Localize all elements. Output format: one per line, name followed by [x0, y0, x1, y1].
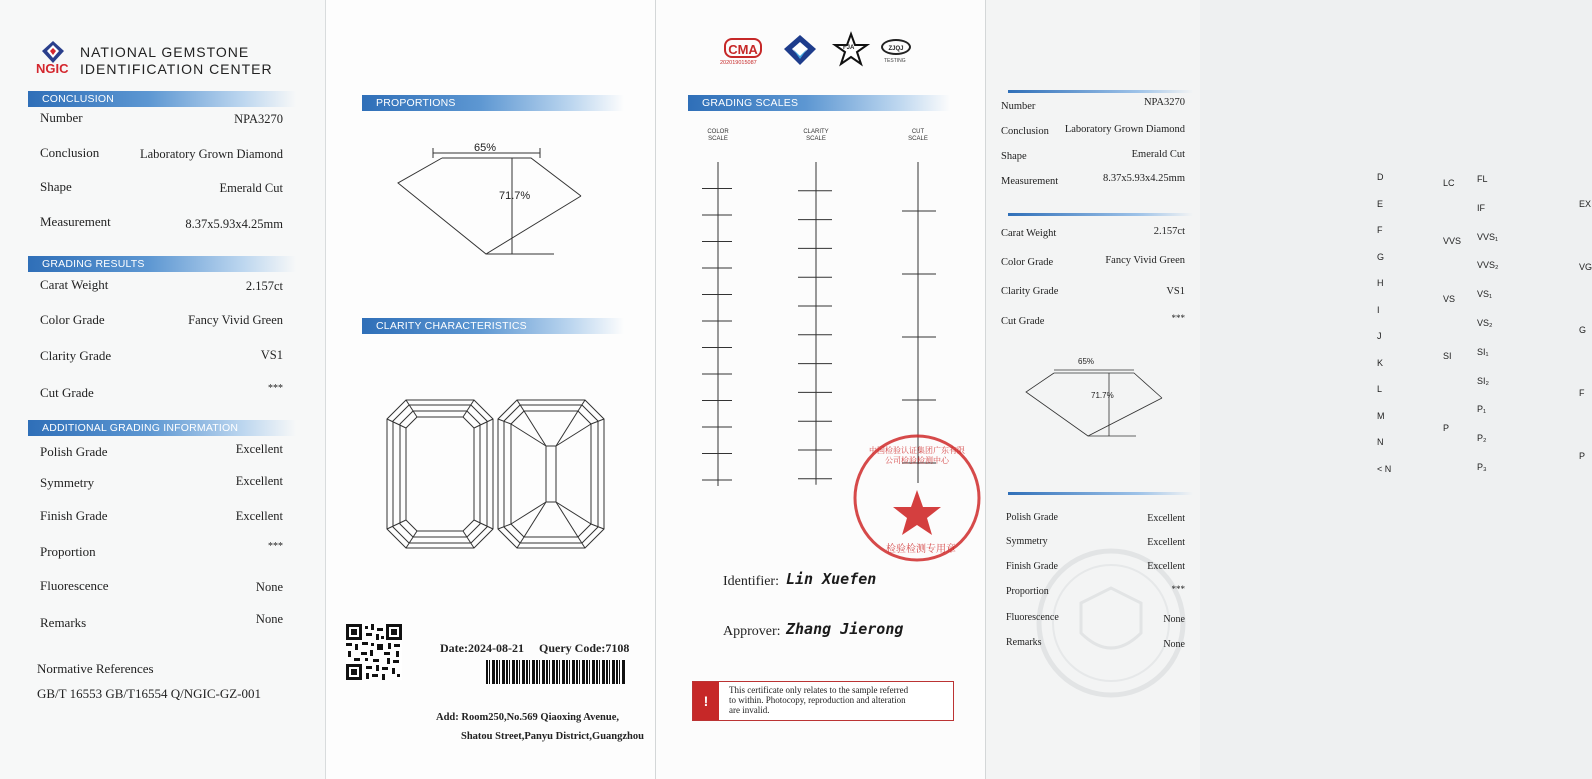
shape-value: Emerald Cut	[219, 181, 283, 195]
stub-polish-value: Excellent	[1147, 513, 1185, 524]
clarity-group-label: VS	[1443, 293, 1456, 304]
stub-fluorescence-value: None	[1163, 614, 1185, 625]
stub-depth-percent: 71.7%	[1091, 391, 1114, 400]
color-grade-label: D	[1377, 172, 1384, 182]
color-scale-head-1: COLOR	[707, 129, 729, 135]
stub-remarks-value: None	[1163, 639, 1185, 650]
conclusion-label: Conclusion	[40, 145, 100, 160]
clarity-grade-value: VS1	[260, 348, 283, 362]
clarity-grade-label: VS₂	[1477, 318, 1493, 328]
carat-label: Carat Weight	[40, 277, 109, 292]
issue-date: Date:2024-08-21	[440, 641, 524, 655]
cut-grade-label: P	[1579, 451, 1586, 461]
symmetry-value: Excellent	[235, 474, 283, 488]
clarity-grade-label: VVS₂	[1477, 260, 1499, 271]
zjqj-logo: ZJQJ	[881, 39, 911, 55]
color-grade-label: < N	[1377, 463, 1392, 474]
measurement-label: Measurement	[40, 214, 111, 229]
clarity-group-label: SI	[1443, 351, 1452, 362]
stamp-bottom-text: 检验检测专用章	[886, 544, 956, 555]
stub-proportion-value: ***	[1171, 584, 1185, 594]
cma-number: 202019015087	[720, 60, 757, 66]
fja-text: FJA	[843, 45, 855, 51]
zjqj-sub: TESTING	[884, 58, 906, 64]
cut-grade-label: G	[1579, 325, 1587, 335]
stub-carat-value: 2.157ct	[1153, 226, 1185, 237]
cut-grade-label: EX	[1579, 199, 1592, 209]
color-grade-label: N	[1377, 437, 1384, 447]
clarity-grade-label: FL	[1477, 174, 1488, 184]
fluorescence-label: Fluorescence	[40, 578, 109, 593]
cut-scale-head-1: CUT	[911, 129, 925, 135]
clarity-grade-label: P₂	[1477, 433, 1487, 444]
query-code: Query Code:7108	[539, 641, 630, 655]
clarity-grade-label: P₁	[1477, 404, 1487, 415]
color-grade-label: M	[1377, 410, 1385, 421]
number-label: Number	[40, 110, 83, 125]
clarity-plot-diagram	[386, 398, 608, 550]
stub-table-percent: 65%	[1078, 357, 1095, 366]
accreditation-diamond-icon	[782, 34, 818, 66]
color-grade-label: G	[1377, 251, 1385, 262]
color-grade-label: J	[1377, 331, 1382, 341]
qr-code-icon[interactable]	[346, 624, 402, 680]
symmetry-label: Symmetry	[40, 475, 95, 490]
proportions-diagram	[386, 138, 556, 260]
clarity-scale-head-2: SCALE	[806, 136, 826, 142]
stub-conclusion-value: Laboratory Grown Diamond	[1064, 124, 1185, 135]
proportion-value: ***	[268, 541, 283, 552]
stub-clarity-value: VS1	[1166, 286, 1185, 297]
stub-conclusion-label: Conclusion	[1001, 126, 1049, 137]
polish-value: Excellent	[235, 442, 283, 456]
depth-percent: 71.7%	[499, 190, 531, 202]
proportions-header: PROPORTIONS	[362, 95, 624, 111]
clarity-grade-label: Clarity Grade	[40, 348, 112, 363]
number-value: NPA3270	[234, 112, 283, 126]
cut-grade-value: ***	[268, 383, 283, 394]
cut-scale-head-2: SCALE	[908, 136, 928, 142]
stub-carat-label: Carat Weight	[1001, 228, 1057, 239]
address-line2: Shatou Street,Panyu District,Guangzhou	[461, 731, 644, 742]
notice-text	[729, 685, 908, 715]
stub-number-value: NPA3270	[1143, 97, 1185, 108]
stub-cut-label: Cut Grade	[1001, 316, 1045, 327]
clarity-grade-label: VVS₁	[1477, 231, 1499, 242]
notice-line1: This certificate only relates to the sample referred	[729, 685, 909, 695]
stub-measurement-value: 8.37x5.93x4.25mm	[1103, 173, 1185, 184]
address-line1: Add: Room250,No.569 Qiaoxing Avenue,	[436, 712, 619, 723]
color-scale-head-2: SCALE	[708, 136, 728, 142]
stamp-ring-text: 中国检验认证集团广东有限公司检验检测中心	[869, 446, 965, 465]
carat-value: 2.157ct	[245, 279, 283, 293]
stub-symmetry-label: Symmetry	[1006, 536, 1048, 547]
cut-grade-label: VG	[1579, 262, 1592, 272]
normative-title: Normative References	[37, 661, 154, 676]
clarity-grade-label: IF	[1477, 202, 1485, 213]
remarks-value: None	[255, 612, 283, 626]
stub-shape-value: Emerald Cut	[1131, 149, 1185, 160]
cma-logo: CMA	[724, 38, 762, 58]
finish-value: Excellent	[235, 509, 283, 523]
stub-fluorescence-label: Fluorescence	[1006, 612, 1059, 623]
stub-mid-bar	[1008, 213, 1193, 216]
stub-proportion-label: Proportion	[1006, 586, 1049, 597]
stub-top-bar	[1008, 90, 1193, 93]
barcode	[486, 660, 626, 684]
stub-color-label: Color Grade	[1001, 257, 1054, 268]
color-grade-value: Fancy Vivid Green	[188, 313, 283, 327]
left-panel	[0, 0, 325, 779]
stub-remarks-label: Remarks	[1006, 637, 1042, 648]
color-scale-head	[700, 129, 736, 143]
clarity-grade-label: SI₂	[1477, 375, 1489, 386]
measurement-value: 8.37x5.93x4.25mm	[185, 217, 283, 231]
clarity-grade-label: SI₁	[1477, 346, 1489, 357]
clarity-characteristics-header: CLARITY CHARACTERISTICS	[362, 318, 624, 334]
normative-text: GB/T 16553 GB/T16554 Q/NGIC-GZ-001	[37, 686, 262, 701]
clarity-scale-head-1: CLARITY	[803, 129, 829, 135]
clarity-group-label: LC	[1443, 178, 1455, 189]
notice-line3: are invalid.	[729, 705, 770, 715]
stub-shape-label: Shape	[1001, 151, 1027, 162]
fluorescence-value: None	[255, 580, 283, 594]
shape-label: Shape	[40, 179, 72, 194]
stub-cut-value: ***	[1171, 313, 1185, 323]
logo-abbr: NGIC	[36, 61, 69, 76]
additional-info-header: ADDITIONAL GRADING INFORMATION	[28, 420, 296, 436]
stub-clarity-label: Clarity Grade	[1001, 286, 1059, 297]
stub-color-value: Fancy Vivid Green	[1105, 255, 1185, 266]
stub-finish-value: Excellent	[1147, 561, 1185, 572]
org-name-line1: NATIONAL GEMSTONE	[80, 44, 250, 60]
clarity-grade-label: VS₁	[1477, 289, 1493, 300]
cut-scale-head	[900, 129, 936, 143]
table-percent: 65%	[474, 142, 497, 154]
notice-line2: to within. Photocopy, reproduction and alteration	[729, 695, 906, 705]
stub-panel	[985, 0, 1200, 779]
stub-proportions-diagram	[1024, 362, 1164, 444]
grading-scales-header: GRADING SCALES	[688, 95, 950, 111]
stub-number-label: Number	[1001, 101, 1036, 112]
color-grade-label: K	[1377, 357, 1384, 368]
proportion-label: Proportion	[40, 544, 96, 559]
conclusion-value: Laboratory Grown Diamond	[139, 147, 283, 161]
middle-left-panel	[325, 0, 655, 779]
color-grade-label: L	[1377, 384, 1383, 394]
cut-grade-label: F	[1579, 388, 1585, 398]
cut-grade-label: Cut Grade	[40, 385, 94, 400]
warning-icon: !	[693, 682, 719, 720]
color-grade-label: Color Grade	[40, 312, 105, 327]
color-grade-label: I	[1377, 304, 1380, 315]
remarks-label: Remarks	[40, 615, 87, 630]
color-grade-label: E	[1377, 198, 1384, 209]
approver-signature: Zhang Jierong	[786, 620, 904, 638]
clarity-group-label: VVS	[1443, 236, 1462, 246]
clarity-group-label: P	[1443, 423, 1450, 434]
finish-label: Finish Grade	[40, 508, 108, 523]
org-name-line2: IDENTIFICATION CENTER	[80, 61, 273, 77]
clarity-scale-head	[795, 129, 837, 143]
notice-box	[692, 681, 954, 721]
color-grade-label: H	[1377, 278, 1384, 288]
approver-label: Approver:	[723, 624, 781, 639]
conclusion-header: CONCLUSION	[28, 91, 296, 107]
polish-label: Polish Grade	[40, 444, 108, 459]
stub-finish-label: Finish Grade	[1006, 561, 1058, 572]
stub-bottom-bar	[1008, 492, 1193, 495]
identifier-label: Identifier:	[723, 574, 779, 589]
color-grade-label: F	[1377, 225, 1383, 235]
grading-results-header: GRADING RESULTS	[28, 256, 296, 272]
stub-symmetry-value: Excellent	[1147, 537, 1185, 548]
identifier-signature: Lin Xuefen	[786, 570, 877, 588]
clarity-grade-label: P₃	[1477, 462, 1487, 472]
stub-polish-label: Polish Grade	[1006, 512, 1058, 523]
stub-measurement-label: Measurement	[1001, 176, 1059, 187]
